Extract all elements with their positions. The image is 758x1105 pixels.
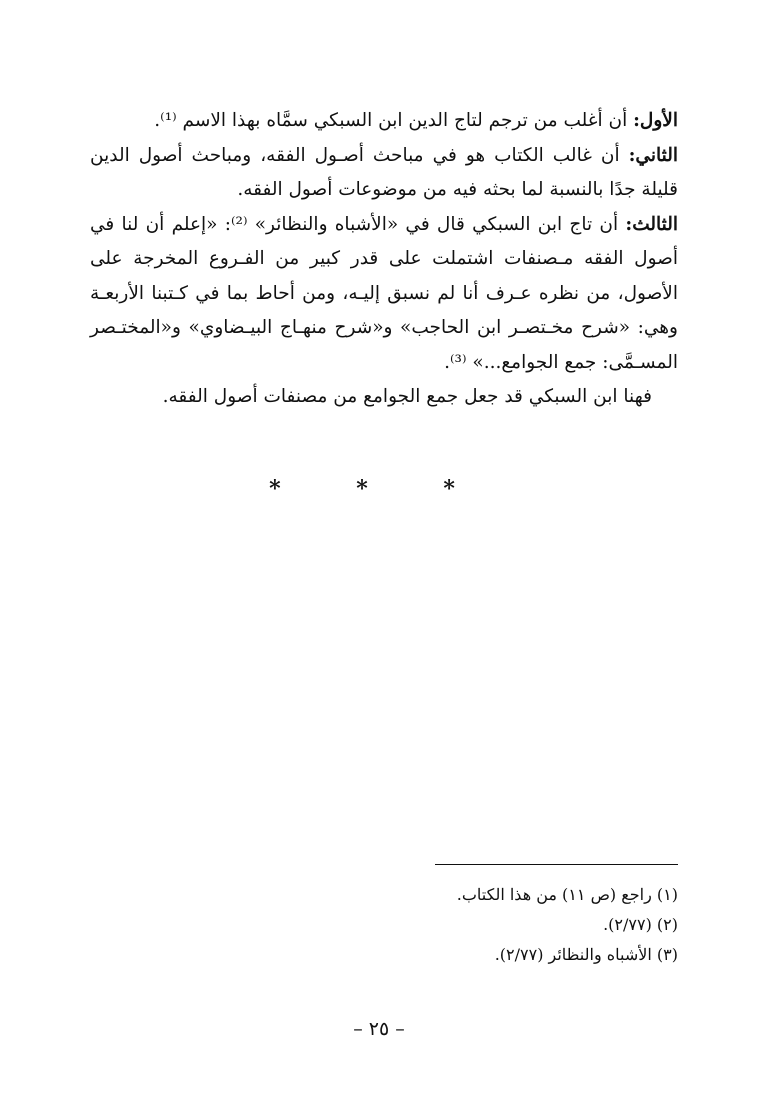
paragraph-lead: الثالث:	[625, 213, 678, 235]
paragraph-lead: الثاني:	[628, 144, 678, 166]
paragraph-text: فهنا ابن السبكي قد جعل جمع الجوامع من مصنفات أصول الفقه.	[162, 386, 652, 407]
paragraph-lead: الأول:	[633, 110, 678, 131]
paragraph-first	[90, 104, 678, 139]
footnote-divider	[435, 864, 678, 865]
paragraph-third	[90, 208, 678, 381]
page-number: – ٢٥ –	[353, 1018, 405, 1040]
section-separator: * * *	[269, 476, 489, 502]
paragraph-second	[90, 139, 678, 208]
footnote-2: (٢) (٢/٧٧).	[603, 915, 678, 934]
main-text	[90, 104, 678, 415]
paragraph-text: أن أغلب من ترجم لتاج الدين ابن السبكي سمَّاه بهذا الاسم ⁽¹⁾.	[154, 110, 634, 131]
paragraph-text: أن غالب الكتاب هو في مباحث أصـول الفقه، ومباحث أصول الدين قليلة جدًا بالنسبة لما بحثه فيه من موضوعات أصول الفقه.	[90, 144, 678, 200]
footnote-3: (٣) الأشباه والنظائر (٢/٧٧).	[494, 945, 678, 964]
footnote-1: (١) راجع (ص ١١) من هذا الكتاب.	[456, 885, 678, 904]
paragraph-text: أن تاج ابن السبكي قال في «الأشباه والنظائر» ⁽²⁾: «إعلم أن لنا في أصول الفقه مـصنفات اشتملت على قدر كبير من الفـروع المخرجة على الأصول، من نظره عـرف أنا لم نسبق إليـه، ومن أحاط بما في كـتبنا الأربعـة وهي: «شرح مخـتصـر ابن الحاجب» و«شرح منهـاج البيـضاوي» و«المختـصر المسـمَّى: جمع الجوامع...» ⁽³⁾.	[90, 213, 678, 373]
paragraph-conclusion	[90, 380, 678, 415]
footnotes	[90, 880, 678, 970]
